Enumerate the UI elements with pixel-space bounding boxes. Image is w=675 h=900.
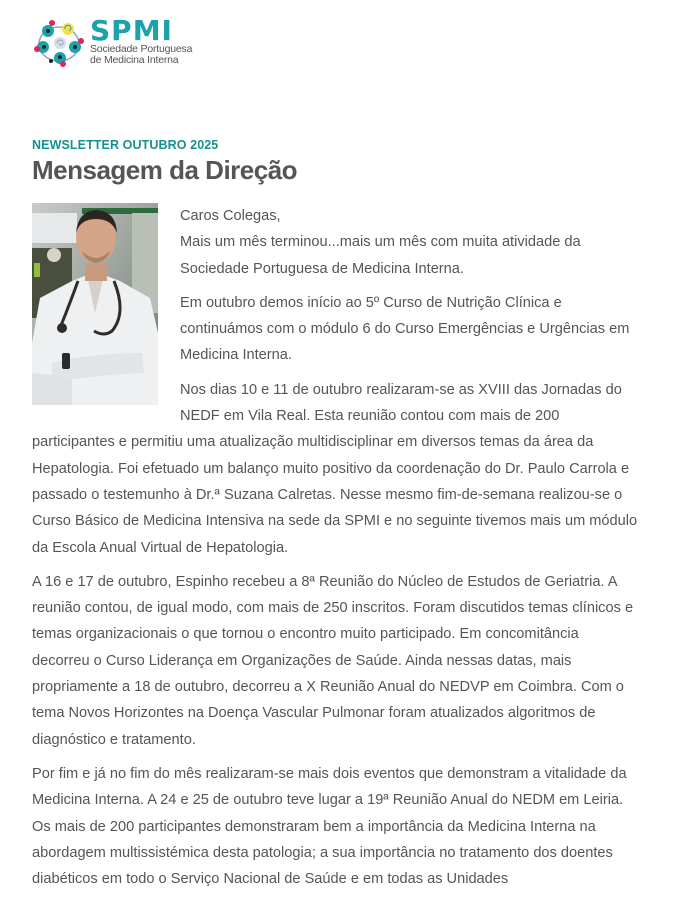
header <box>32 16 192 68</box>
spmi-logo-icon[interactable] <box>32 17 88 67</box>
paragraph-geriatria: A 16 e 17 de outubro, Espinho recebeu a 8ª Reunião do Núcleo de Estudos de Geriatria. A reunião contou, de igual modo, com mais de 250 inscritos. Foram discutidos temas clínicos e temas organizacionais o que tornou o encontro muito participado. Em concomitância decorreu o Curso Liderança em Organizações de Saúde. Ainda nessas datas, mais propriamente a 18 de outubro, decorreu a X Reunião Anual do NEDVP em Coimbra. Com o tema Novos Horizontes na Doença Vascular Pulmonar foram atualizados algoritmos de diagnóstico e tratamento. <box>32 573 634 748</box>
newsletter-label: NEWSLETTER OUTUBRO 2025 <box>32 138 219 152</box>
paragraph-nedm: Por fim e já no fim do mês realizaram-se mais dois eventos que demonstram a vitalidade da Medicina Interna. A 24 e 25 de outubro teve lugar a 19ª Reunião Anual do NEDM em Leiria. Os mais de 200 participantes demonstraram bem a importância da Medicina Interna na abordagem multissistémica desta patologia; a sua importância no tratamento dos doentes diabéticos em todo o Serviço Nacional de Saúde e em todas as Unidades <box>32 765 627 888</box>
logo-text <box>90 14 193 66</box>
paragraph-nedf: Nos dias 10 e 11 de outubro realizaram-se as XVIII das Jornadas do NEDF em Vila Real. Esta reunião contou com mais de 200 participantes e permitiu uma atualização multidisciplinar em diversos temas da área da Hepatologia. Foi efetuado um balanço muito positivo da coordenação do Dr. Paulo Carrola e passado o testemunho à Dr.ª Suzana Calretas. Nesse mesmo fim-de-semana realizou-se o Curso Básico de Medicina Intensiva na sede da SPMI e no seguinte tivemos mais um módulo da Escola Anual Virtual de Hepatologia. <box>32 381 638 556</box>
logo-subtitle-line2: de Medicina Interna <box>90 54 179 66</box>
page-title: Mensagem da Direção <box>32 155 298 185</box>
author-photo <box>32 203 158 405</box>
article-body <box>32 203 638 900</box>
logo-subtitle-line1: Sociedade Portuguesa <box>90 43 193 55</box>
paragraph-courses: Em outubro demos início ao 5º Curso de Nutrição Clínica e continuámos com o módulo 6 do Curso Emergências e Urgências em Medicina Interna. <box>180 294 630 364</box>
greeting: Caros Colegas, <box>180 208 281 224</box>
paragraph-intro: Mais um mês terminou...mais um mês com muita atividade da Sociedade Portuguesa de Medicina Interna. <box>180 234 581 277</box>
logo-abbreviation: SPMI <box>90 14 173 47</box>
